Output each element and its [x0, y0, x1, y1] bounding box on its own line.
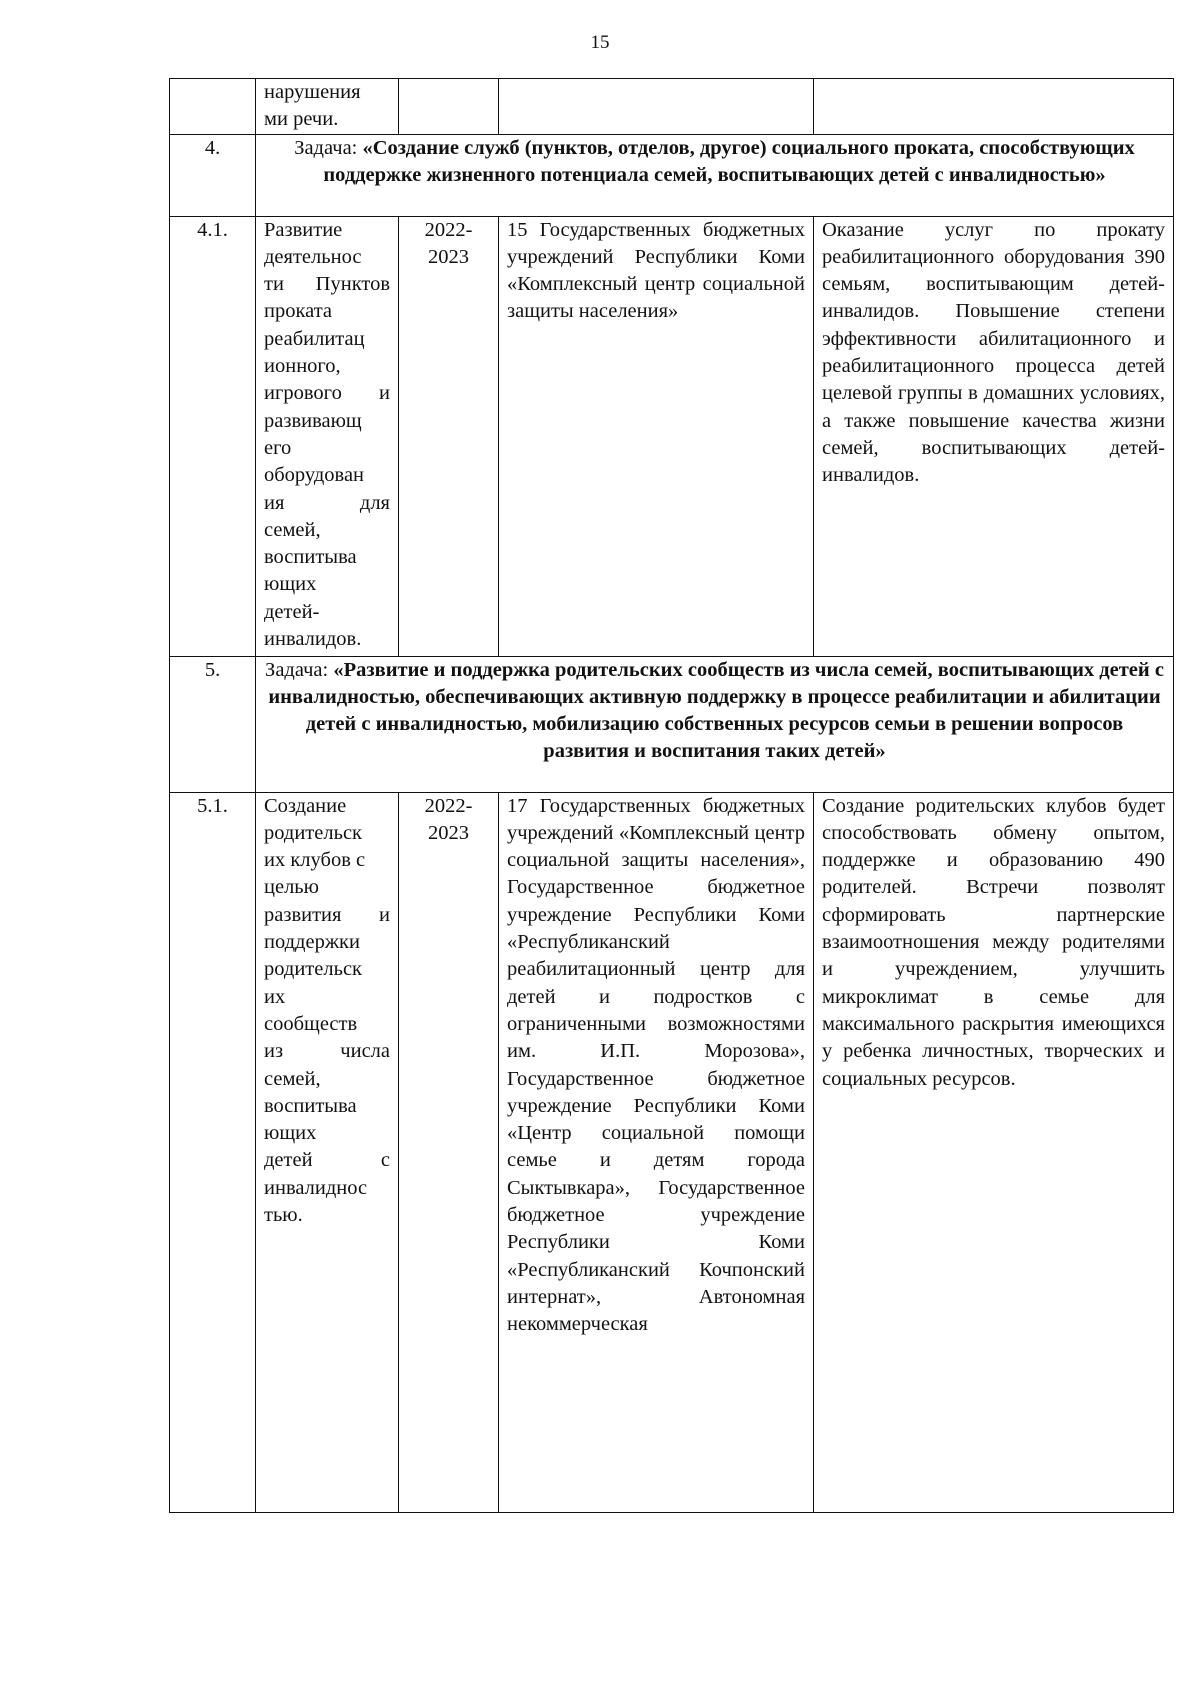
event-line: ющих: [264, 1122, 317, 1145]
executor-cell: 17 Государственных бюджетных учреждений «Комплексный центр социальной защиты населения», Государственное бюджетное учреждение Республики Коми «Республиканский реабилитационный центр для детей и подростков с ограниченными возможностями им. И.П. Морозова», Государственное бюджетное учреждение Республики Коми «Центр социальной помощи семье и детям города Сыктывкара», Государственное бюджетное учреждение Республики Коми «Республиканский Кочпонский интернат», Автономная некоммерческая: [499, 792, 814, 1512]
years-cell: [399, 216, 499, 656]
result-cell: Создание родительских клубов будет способствовать обмену опытом, поддержке и образованию 490 родителей. Встречи позволят сформировать партнерские взаимоотношения между родителями и учреждением, улучшить микроклимат в семье для максимального раскрытия имеющихся у ребенка личностных, творческих и социальных ресурсов.: [814, 792, 1174, 1512]
event-line: оборудован: [264, 464, 365, 487]
event-line: родительск: [264, 821, 363, 844]
event-line: семей,: [264, 518, 321, 541]
years-cell: [399, 792, 499, 1512]
event-cell: [256, 216, 399, 656]
event-line: семей,: [264, 1067, 321, 1090]
event-line: поддержки: [264, 931, 360, 954]
task-prefix: Задача:: [265, 658, 334, 681]
event-line: игрового и: [264, 382, 390, 405]
task-cell: [256, 656, 1174, 792]
event-line: воспитыва: [264, 1094, 357, 1117]
event-line: детей-: [264, 600, 320, 623]
event-line: ия для: [264, 491, 390, 514]
event-cell: [256, 792, 399, 1512]
table-row-task-5: [170, 656, 1174, 792]
event-line: проката: [264, 300, 332, 323]
event-cell: [256, 79, 399, 135]
event-line: инвалиднос: [264, 1176, 368, 1199]
row-number: 4.1.: [170, 216, 256, 656]
years-line: 2023: [428, 821, 469, 844]
executor-cell: [499, 79, 814, 135]
task-text: «Развитие и поддержка родительских сообществ из числа семей, воспитывающих детей с инвалидностью, обеспечивающих активную поддержку в процессе реабилитации и абилитации детей с инвалидностью, мобилизацию собственных ресурсов семьи в решении вопросов развития и воспитания таких детей»: [268, 658, 1164, 763]
event-line: деятельнос: [264, 245, 362, 268]
event-line: ми речи.: [264, 108, 339, 131]
event-line: их: [264, 985, 286, 1008]
event-line: реабилитац: [264, 327, 365, 350]
event-line: родительск: [264, 958, 363, 981]
result-cell: Оказание услуг по прокату реабилитационного оборудования 390 семьям, воспитывающим детей-инвалидов. Повышение степени эффективности абилитационного и реабилитационного процесса детей целевой группы в домашних условиях, а также повышение качества жизни семей, воспитывающих детей-инвалидов.: [814, 216, 1174, 656]
task-cell: [256, 134, 1174, 216]
task-prefix: Задача:: [294, 136, 363, 159]
event-line: их клубов с: [264, 849, 366, 872]
event-line: его: [264, 436, 292, 459]
task-number: 4.: [170, 134, 256, 216]
years-line: 2022-: [424, 794, 473, 817]
event-line: сообществ: [264, 1012, 358, 1035]
table-row-5-1: [170, 792, 1174, 1512]
table-row-4-1: [170, 216, 1174, 656]
page-number: 15: [590, 32, 610, 53]
event-line: ионного,: [264, 355, 341, 378]
event-line: Создание: [264, 794, 347, 817]
action-plan-table: [169, 78, 1174, 1513]
years-cell: [399, 79, 499, 135]
event-line: развития и: [264, 903, 390, 926]
table-row-continuation: [170, 79, 1174, 135]
event-line: Развитие: [264, 218, 343, 241]
years-line: 2022-: [424, 218, 473, 241]
task-number: 5.: [170, 656, 256, 792]
event-line: развивающ: [264, 409, 362, 432]
event-line: ти Пунктов: [264, 273, 390, 296]
row-number: [170, 79, 256, 135]
event-line: целью: [264, 876, 319, 899]
event-line: ющих: [264, 573, 317, 596]
event-line: из числа: [264, 1040, 390, 1063]
event-line: тью.: [264, 1204, 303, 1227]
event-line: нарушения: [264, 81, 361, 103]
task-text: «Создание служб (пунктов, отделов, другое) социального проката, способствующих поддержке жизненного потенциала семей, воспитывающих детей с инвалидностью»: [323, 136, 1135, 186]
executor-cell: 15 Государственных бюджетных учреждений Республики Коми «Комплексный центр социальной защиты населения»: [499, 216, 814, 656]
table-row-task-4: [170, 134, 1174, 216]
event-line: инвалидов.: [264, 628, 362, 651]
event-line: воспитыва: [264, 546, 357, 569]
event-line: детей с: [264, 1149, 390, 1172]
result-cell: [814, 79, 1174, 135]
row-number: 5.1.: [170, 792, 256, 1512]
years-line: 2023: [428, 245, 469, 268]
